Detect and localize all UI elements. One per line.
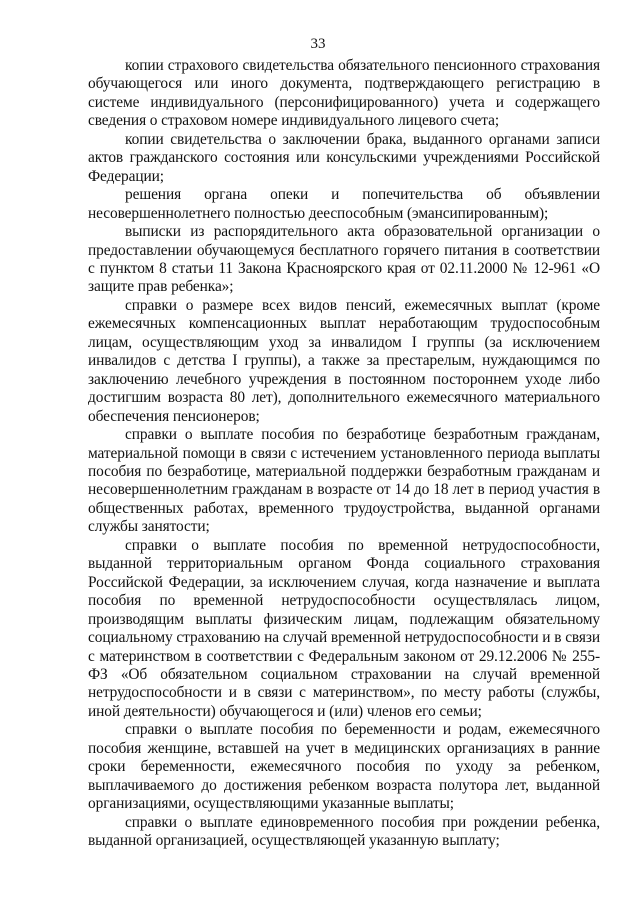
- paragraph-school-meals-extract: выписки из распорядительного акта образовательной организации о предоставлении обучающемуся бесплатного горячего питания в соответствии с пунктом 8 статьи 11 Закона Красноярского края от 02.11.2000 № 12-961 «О защите прав ребенка»;: [88, 223, 600, 296]
- page-number: 33: [310, 36, 326, 52]
- paragraph-pension-certificate: справки о размере всех видов пенсий, ежемесячных выплат (кроме ежемесячных компенсационных выплат неработающим трудоспособным лицам, осуществляющим уход за инвалидом I группы (за исключением инвалидов с детства I группы), а также за престарелым, нуждающимся по заключению лечебного учреждения в постоянном постороннем уходе либо достигшим возраста 80 лет), дополнительного ежемесячного материального обеспечения пенсионеров;: [88, 296, 600, 425]
- paragraph-unemployment-certificate: справки о выплате пособия по безработице безработным гражданам, материальной помощи в связи с истечением установленного периода выплаты пособия по безработице, материальной поддержки безработным гражданам и несовершеннолетним гражданам в возрасте от 14 до 18 лет в период участия в общественных работах, временного трудоустройства, выданной органами службы занятости;: [88, 426, 600, 536]
- paragraph-sick-leave-certificate: справки о выплате пособия по временной нетрудоспособности, выданной территориальным органом Фонда социального страхования Российской Федерации, за исключением случая, когда назначение и выплата пособия по временной нетрудоспособности осуществлялась лицом, производящим выплаты физическим лицам, подлежащим обязательному социальному страхованию на случай временной нетрудоспособности и в связи с материнством в соответствии с Федеральным законом от 29.12.2006 № 255-ФЗ «Об обязательном социальном страховании на случай временной нетрудоспособности и в связи с материнством», по месту работы (службы, иной деятельности) обучающегося и (или) членов его семьи;: [88, 536, 600, 720]
- document-body: [88, 57, 600, 850]
- paragraph-pension-insurance: копии страхового свидетельства обязательного пенсионного страхования обучающегося или иного документа, подтверждающего регистрацию в системе индивидуального (персонифицированного) учета и содержащего сведения о страховом номере индивидуального лицевого счета;: [88, 57, 600, 130]
- paragraph-birth-allowance-certificate: справки о выплате единовременного пособия при рождении ребенка, выданной организацией, осуществляющей указанную выплату;: [88, 813, 600, 850]
- paragraph-maternity-certificate: справки о выплате пособия по беременности и родам, ежемесячного пособия женщине, вставшей на учет в медицинских организациях в ранние сроки беременности, ежемесячного пособия по уходу за ребенком, выплачиваемого до достижения ребенком возраста полутора лет, выданной организациями, осуществляющими указанные выплаты;: [88, 721, 600, 813]
- paragraph-guardianship-decision: решения органа опеки и попечительства об объявлении несовершеннолетнего полностью дееспособным (эмансипированным);: [88, 186, 600, 222]
- paragraph-marriage-certificate: копии свидетельства о заключении брака, выданного органами записи актов гражданского состояния или консульскими учреждениями Российской Федерации;: [88, 130, 600, 185]
